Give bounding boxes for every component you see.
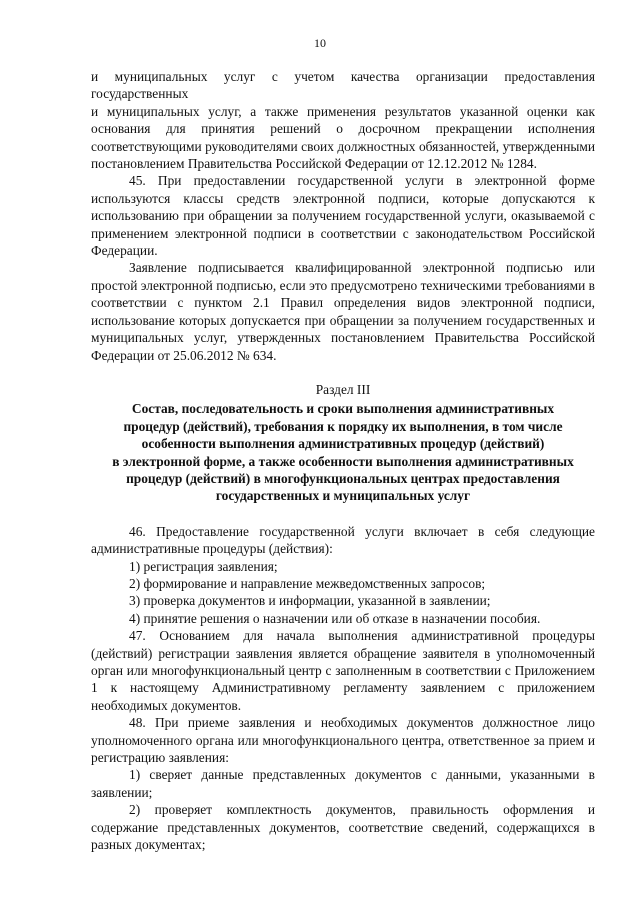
paragraph: 4) принятие решения о назначении или об отказе в назначении пособия.	[129, 610, 541, 626]
section-title-line: государственных и муниципальных услуг	[215, 488, 471, 504]
paragraph: Заявление подписывается квалифицированной электронной подписью или простой электронной подписью, если это предусмотрено техническими требованиями в соответствии с пунктом 2.1 Правил определения видов электронной подписи, использование которых допускается при обращении за получением государственных и муниципальных услуг, утвержденных постановлением Правительства Российской Федерации от 25.06.2012 № 634.	[91, 260, 595, 363]
section-label: Раздел III	[315, 381, 371, 397]
paragraphs-bottom	[91, 523, 595, 854]
paragraph: 46. Предоставление государственной услуги включает в себя следующие административные процедуры (действия):	[91, 523, 595, 557]
paragraph: 48. При приеме заявления и необходимых документов должностное лицо уполномоченного органа или многофункционального центра, ответственное за прием и регистрацию заявления:	[91, 715, 595, 766]
paragraph: 1) регистрация заявления;	[129, 558, 278, 574]
paragraph: и муниципальных услуг, а также применения результатов указанной оценки как основания для принятия решений о досрочном прекращении исполнения соответствующими руководителями своих должностных обязанностей, утвержденными постановлением Правительства Российской Федерации от 12.12.2012 № 1284.	[91, 103, 595, 172]
paragraph: 45. При предоставлении государственной услуги в электронной форме используются классы средств электронной подписи, которые допускаются к использованию при обращении за получением государственной услуги, оказываемой с применением электронной подписи в соответствии с законодательством Российской Федерации.	[91, 173, 595, 259]
section-title-line: процедур (действий), требования к порядку их выполнения, в том числе	[123, 418, 563, 434]
section-title-line: особенности выполнения административных процедур (действий)	[141, 436, 545, 452]
section-title-line: в электронной форме, а также особенности выполнения административных	[112, 453, 574, 469]
section-title-line: процедур (действий) в многофункциональных центрах предоставления	[126, 470, 560, 486]
paragraph: 2) проверяет комплектность документов, правильность оформления и содержание представленных документов, соответствие сведений, содержащихся в разных документах;	[91, 802, 595, 853]
section-title-line: Состав, последовательность и сроки выполнения административных	[131, 401, 555, 417]
paragraph: 3) проверка документов и информации, указанной в заявлении;	[129, 593, 491, 609]
section-title	[91, 400, 595, 504]
paragraphs-top	[91, 68, 595, 364]
paragraph: 47. Основанием для начала выполнения административной процедуры (действий) регистрации заявления является обращение заявителя в уполномоченный орган или многофункциональный центр с заполненным в соответствии с Приложением 1 к настоящему Административному регламенту заявлением с приложением необходимых документов.	[91, 628, 595, 713]
paragraph: 2) формирование и направление межведомственных запросов;	[129, 575, 486, 591]
paragraph: и муниципальных услуг с учетом качества организации предоставления государственных	[91, 69, 595, 102]
page-number: 10	[314, 36, 326, 50]
paragraph: 1) сверяет данные представленных документов с данными, указанными в заявлении;	[91, 767, 595, 800]
document-body	[91, 68, 595, 853]
